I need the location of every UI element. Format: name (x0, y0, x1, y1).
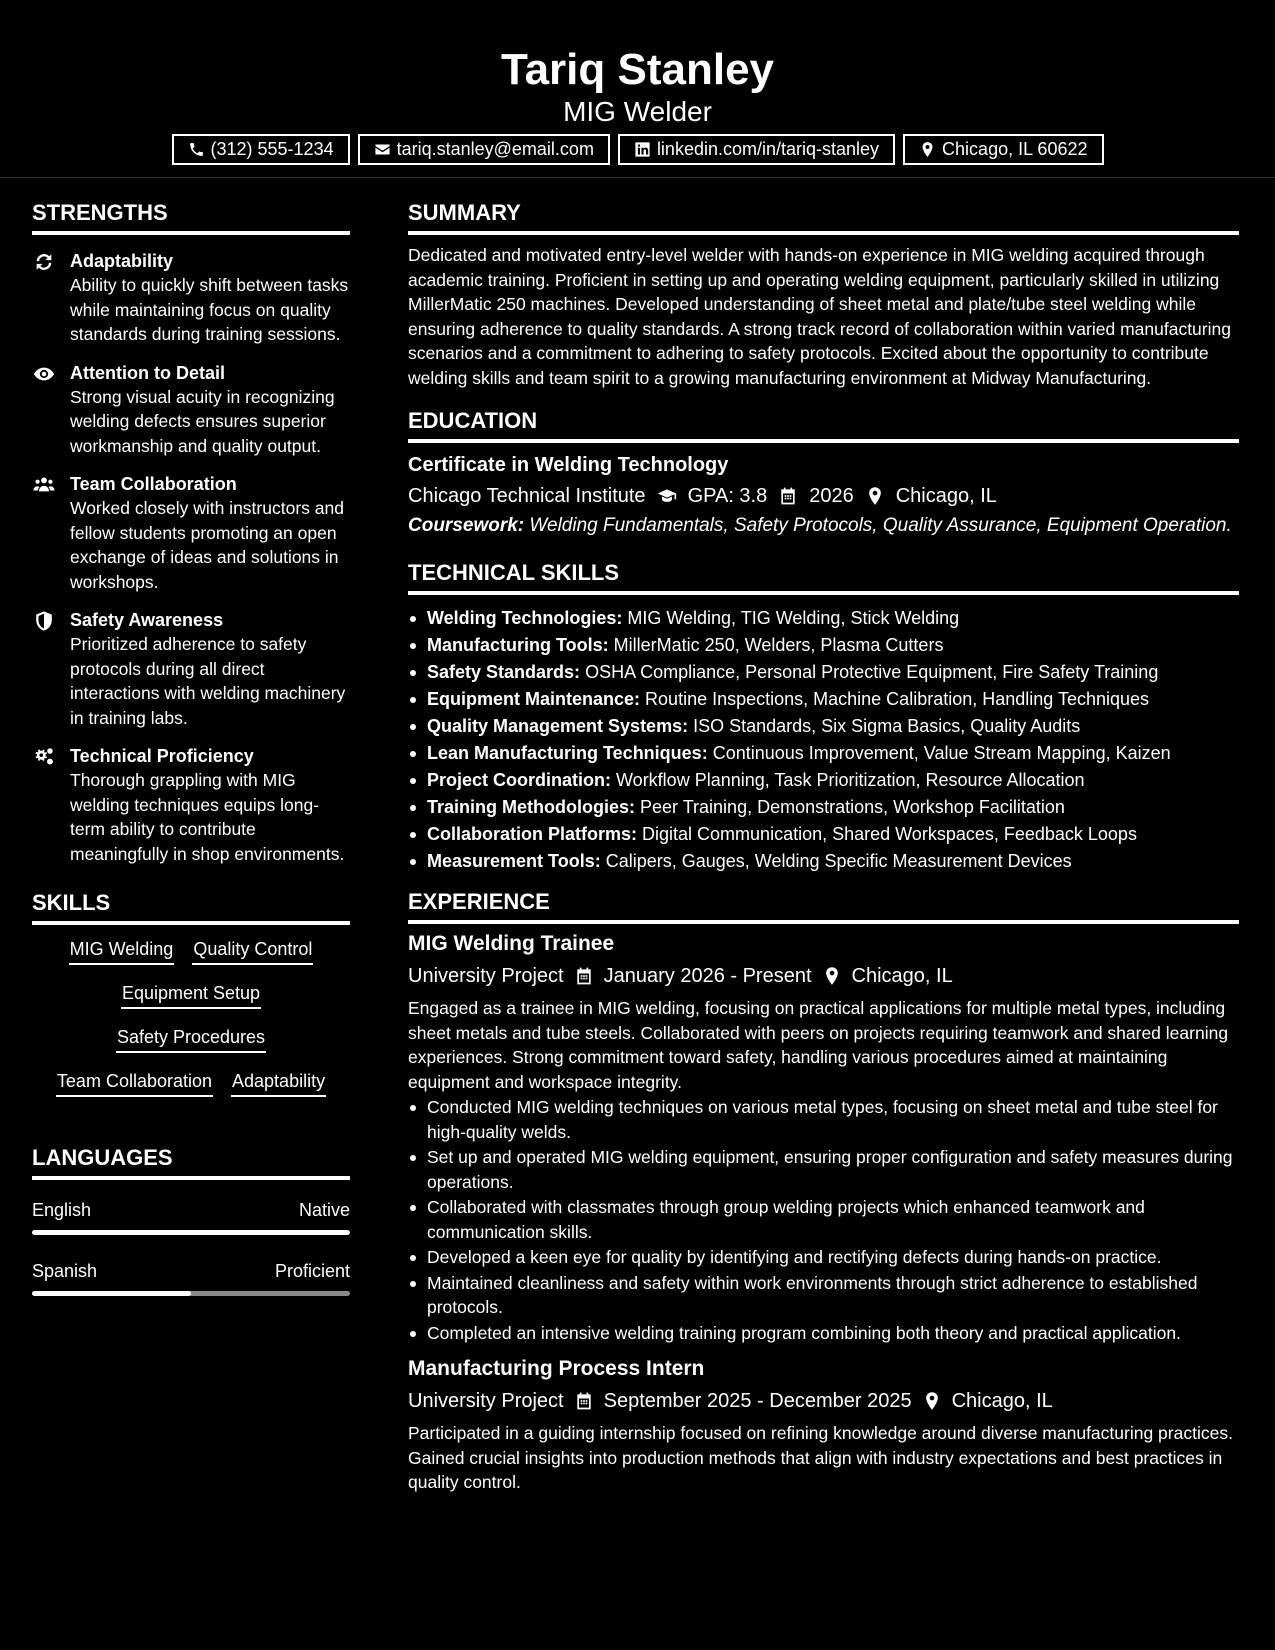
language-level: Native (298, 1200, 350, 1220)
list-item: Quality Management Systems: ISO Standards, Six Sigma Basics, Quality Audits (408, 713, 1239, 740)
refresh-icon (32, 251, 56, 273)
calendar-icon (574, 1391, 594, 1411)
skill-chip: MIG Welding (69, 937, 175, 965)
map-pin-icon (922, 1391, 942, 1411)
language-name: Spanish (32, 1261, 98, 1281)
coursework-list: Welding Fundamentals, Safety Protocols, Quality Assurance, Equipment Operation. (529, 515, 1232, 536)
skill-chip: Team Collaboration (56, 1069, 213, 1097)
list-item: Developed a keen eye for quality by identifying and rectifying defects during hands-on practice. (408, 1245, 1239, 1270)
envelope-icon (374, 141, 391, 158)
job-org: University Project (408, 965, 564, 987)
summary-text: Dedicated and motivated entry-level welder with hands-on experience in MIG welding acquired through academic training. Proficient in setting up and operating welding equipment, particularly skilled in utilizing MillerMatic 250 machines. Developed understanding of sheet metal and plate/tube steel welding while ensuring adherence to quality standards. A strong track record of collaboration within varied manufacturing scenarios and a commitment to adhering to safety protocols. Excited about the opportunity to contribute welding skills and team spirit to a growing manufacturing environment at Midway Manufacturing. (408, 245, 1231, 388)
job-title: MIG Welding Trainee (408, 932, 615, 955)
strength-title: Team Collaboration (70, 474, 237, 494)
skills-chips (32, 925, 350, 1121)
strength-title: Adaptability (70, 251, 174, 271)
education-location: Chicago, IL (895, 485, 997, 507)
strength-item (32, 608, 350, 730)
job-location: Chicago, IL (951, 1390, 1053, 1412)
summary-heading: SUMMARY (408, 198, 1239, 235)
strength-title: Technical Proficiency (70, 746, 254, 766)
contact-email[interactable] (358, 134, 610, 165)
shield-icon (32, 610, 56, 632)
job-org: University Project (408, 1390, 564, 1412)
contact-phone-text: (312) 555-1234 (210, 139, 334, 159)
list-item: Collaborated with classmates through group welding projects which enhanced teamwork and communication skills. (408, 1195, 1239, 1244)
strength-item (32, 744, 350, 866)
education-year: 2026 (809, 485, 854, 507)
job-bullets (408, 1095, 1239, 1345)
language-name: English (32, 1200, 92, 1220)
language-bar-fill (32, 1291, 191, 1296)
strength-item (32, 472, 350, 594)
job-summary: Participated in a guiding internship focused on refining knowledge around diverse manufacturing practices. Gained crucial insights into production methods that align with industry expectations and best practices in quality control. (408, 1423, 1233, 1492)
language-level: Proficient (274, 1261, 350, 1281)
calendar-icon (574, 966, 594, 986)
strength-title: Attention to Detail (70, 362, 225, 383)
contact-location-text: Chicago, IL 60622 (942, 139, 1088, 159)
list-item: Equipment Maintenance: Routine Inspections, Machine Calibration, Handling Techniques (408, 686, 1239, 713)
education-coursework (408, 514, 1239, 538)
education-details (408, 482, 1239, 510)
skill-chip: Safety Procedures (116, 1025, 266, 1053)
left-column (32, 198, 350, 1320)
skill-chip: Equipment Setup (121, 981, 261, 1009)
strength-item (32, 361, 350, 459)
list-item: Collaboration Platforms: Digital Communication, Shared Workspaces, Feedback Loops (408, 821, 1239, 848)
list-item: Training Methodologies: Peer Training, Demonstrations, Workshop Facilitation (408, 794, 1239, 821)
calendar-icon (777, 486, 799, 506)
education-heading: EDUCATION (408, 406, 1239, 443)
candidate-name: Tariq Stanley (500, 45, 775, 94)
eye-icon (32, 363, 56, 385)
job-meta (408, 1387, 1239, 1415)
education-degree: Certificate in Welding Technology (408, 454, 729, 476)
list-item: Safety Standards: OSHA Compliance, Personal Protective Equipment, Fire Safety Training (408, 659, 1239, 686)
strength-title: Safety Awareness (70, 610, 224, 630)
skill-chip: Adaptability (231, 1069, 326, 1097)
graduation-cap-icon (656, 486, 678, 506)
coursework-label: Coursework: (408, 515, 525, 536)
technical-skills-list (408, 605, 1239, 875)
strength-desc: Worked closely with instructors and fellow students promoting an open exchange of ideas and solutions in workshops. (70, 498, 344, 592)
map-pin-icon (822, 966, 842, 986)
contact-bar (0, 134, 1275, 165)
skills-heading: SKILLS (32, 888, 350, 925)
strength-desc: Thorough grappling with MIG welding techniques equips long-term ability to contribute meaningfully in shop environments. (70, 770, 345, 864)
contact-email-text: tariq.stanley@email.com (396, 139, 594, 159)
job-meta (408, 962, 1239, 990)
job-dates: January 2026 - Present (603, 965, 812, 987)
technical-skills-heading: TECHNICAL SKILLS (408, 558, 1239, 595)
list-item: Conducted MIG welding techniques on various metal types, focusing on sheet metal and tube steel for high-quality welds. (408, 1095, 1239, 1144)
education-school: Chicago Technical Institute (408, 485, 646, 507)
list-item: Maintained cleanliness and safety within work environments through strict adherence to established protocols. (408, 1271, 1239, 1320)
strength-desc: Strong visual acuity in recognizing welding defects ensures superior workmanship and quality output. (70, 386, 335, 456)
list-item: Welding Technologies: MIG Welding, TIG Welding, Stick Welding (408, 605, 1239, 632)
job-dates: September 2025 - December 2025 (603, 1390, 912, 1412)
contact-phone[interactable] (172, 134, 350, 165)
strength-desc: Prioritized adherence to safety protocols during all direct interactions with welding machinery in training labs. (70, 634, 346, 728)
language-bar (32, 1291, 350, 1296)
job-entry (408, 1355, 1239, 1495)
job-summary: Engaged as a trainee in MIG welding, focusing on practical applications for multiple metal types, including sheet metals and tube steels. Collaborated with peers on projects requiring teamwork and shared learning experiences. Strong commitment toward safety, handling various procedures aimed at maintaining equipment and workspace integrity. (408, 998, 1229, 1092)
job-location: Chicago, IL (851, 965, 953, 987)
languages-heading: LANGUAGES (32, 1143, 350, 1180)
job-entry (408, 930, 1239, 1345)
map-pin-icon (919, 141, 936, 158)
contact-linkedin-text: linkedin.com/in/tariq-stanley (656, 139, 880, 159)
list-item: Lean Manufacturing Techniques: Continuous Improvement, Value Stream Mapping, Kaizen (408, 740, 1239, 767)
candidate-title: MIG Welder (563, 96, 712, 127)
language-item (32, 1198, 350, 1222)
gears-icon (32, 746, 56, 768)
linkedin-icon (634, 141, 651, 158)
skill-chip: Quality Control (192, 937, 313, 965)
list-item: Manufacturing Tools: MillerMatic 250, Welders, Plasma Cutters (408, 632, 1239, 659)
job-title: Manufacturing Process Intern (408, 1357, 705, 1380)
users-icon (32, 474, 56, 496)
list-item: Completed an intensive welding training program combining both theory and practical application. (408, 1321, 1239, 1346)
strength-desc: Ability to quickly shift between tasks while maintaining focus on quality standards during training sessions. (70, 275, 349, 344)
phone-icon (188, 141, 205, 158)
map-pin-icon (864, 486, 886, 506)
list-item: Project Coordination: Workflow Planning, Task Prioritization, Resource Allocation (408, 767, 1239, 794)
right-column (408, 198, 1239, 1495)
strengths-heading: STRENGTHS (32, 198, 350, 235)
language-list (32, 1198, 350, 1296)
language-item (32, 1259, 350, 1283)
language-bar-fill (32, 1230, 350, 1235)
experience-heading: EXPERIENCE (408, 887, 1239, 924)
strength-item (32, 249, 350, 347)
list-item: Set up and operated MIG welding equipment, ensuring proper configuration and safety measures during operations. (408, 1145, 1239, 1194)
resume-header (0, 0, 1275, 178)
education-gpa: GPA: 3.8 (687, 485, 768, 507)
contact-linkedin[interactable] (618, 134, 895, 165)
list-item: Measurement Tools: Calipers, Gauges, Welding Specific Measurement Devices (408, 848, 1239, 875)
contact-location[interactable] (903, 134, 1103, 165)
language-bar (32, 1230, 350, 1235)
